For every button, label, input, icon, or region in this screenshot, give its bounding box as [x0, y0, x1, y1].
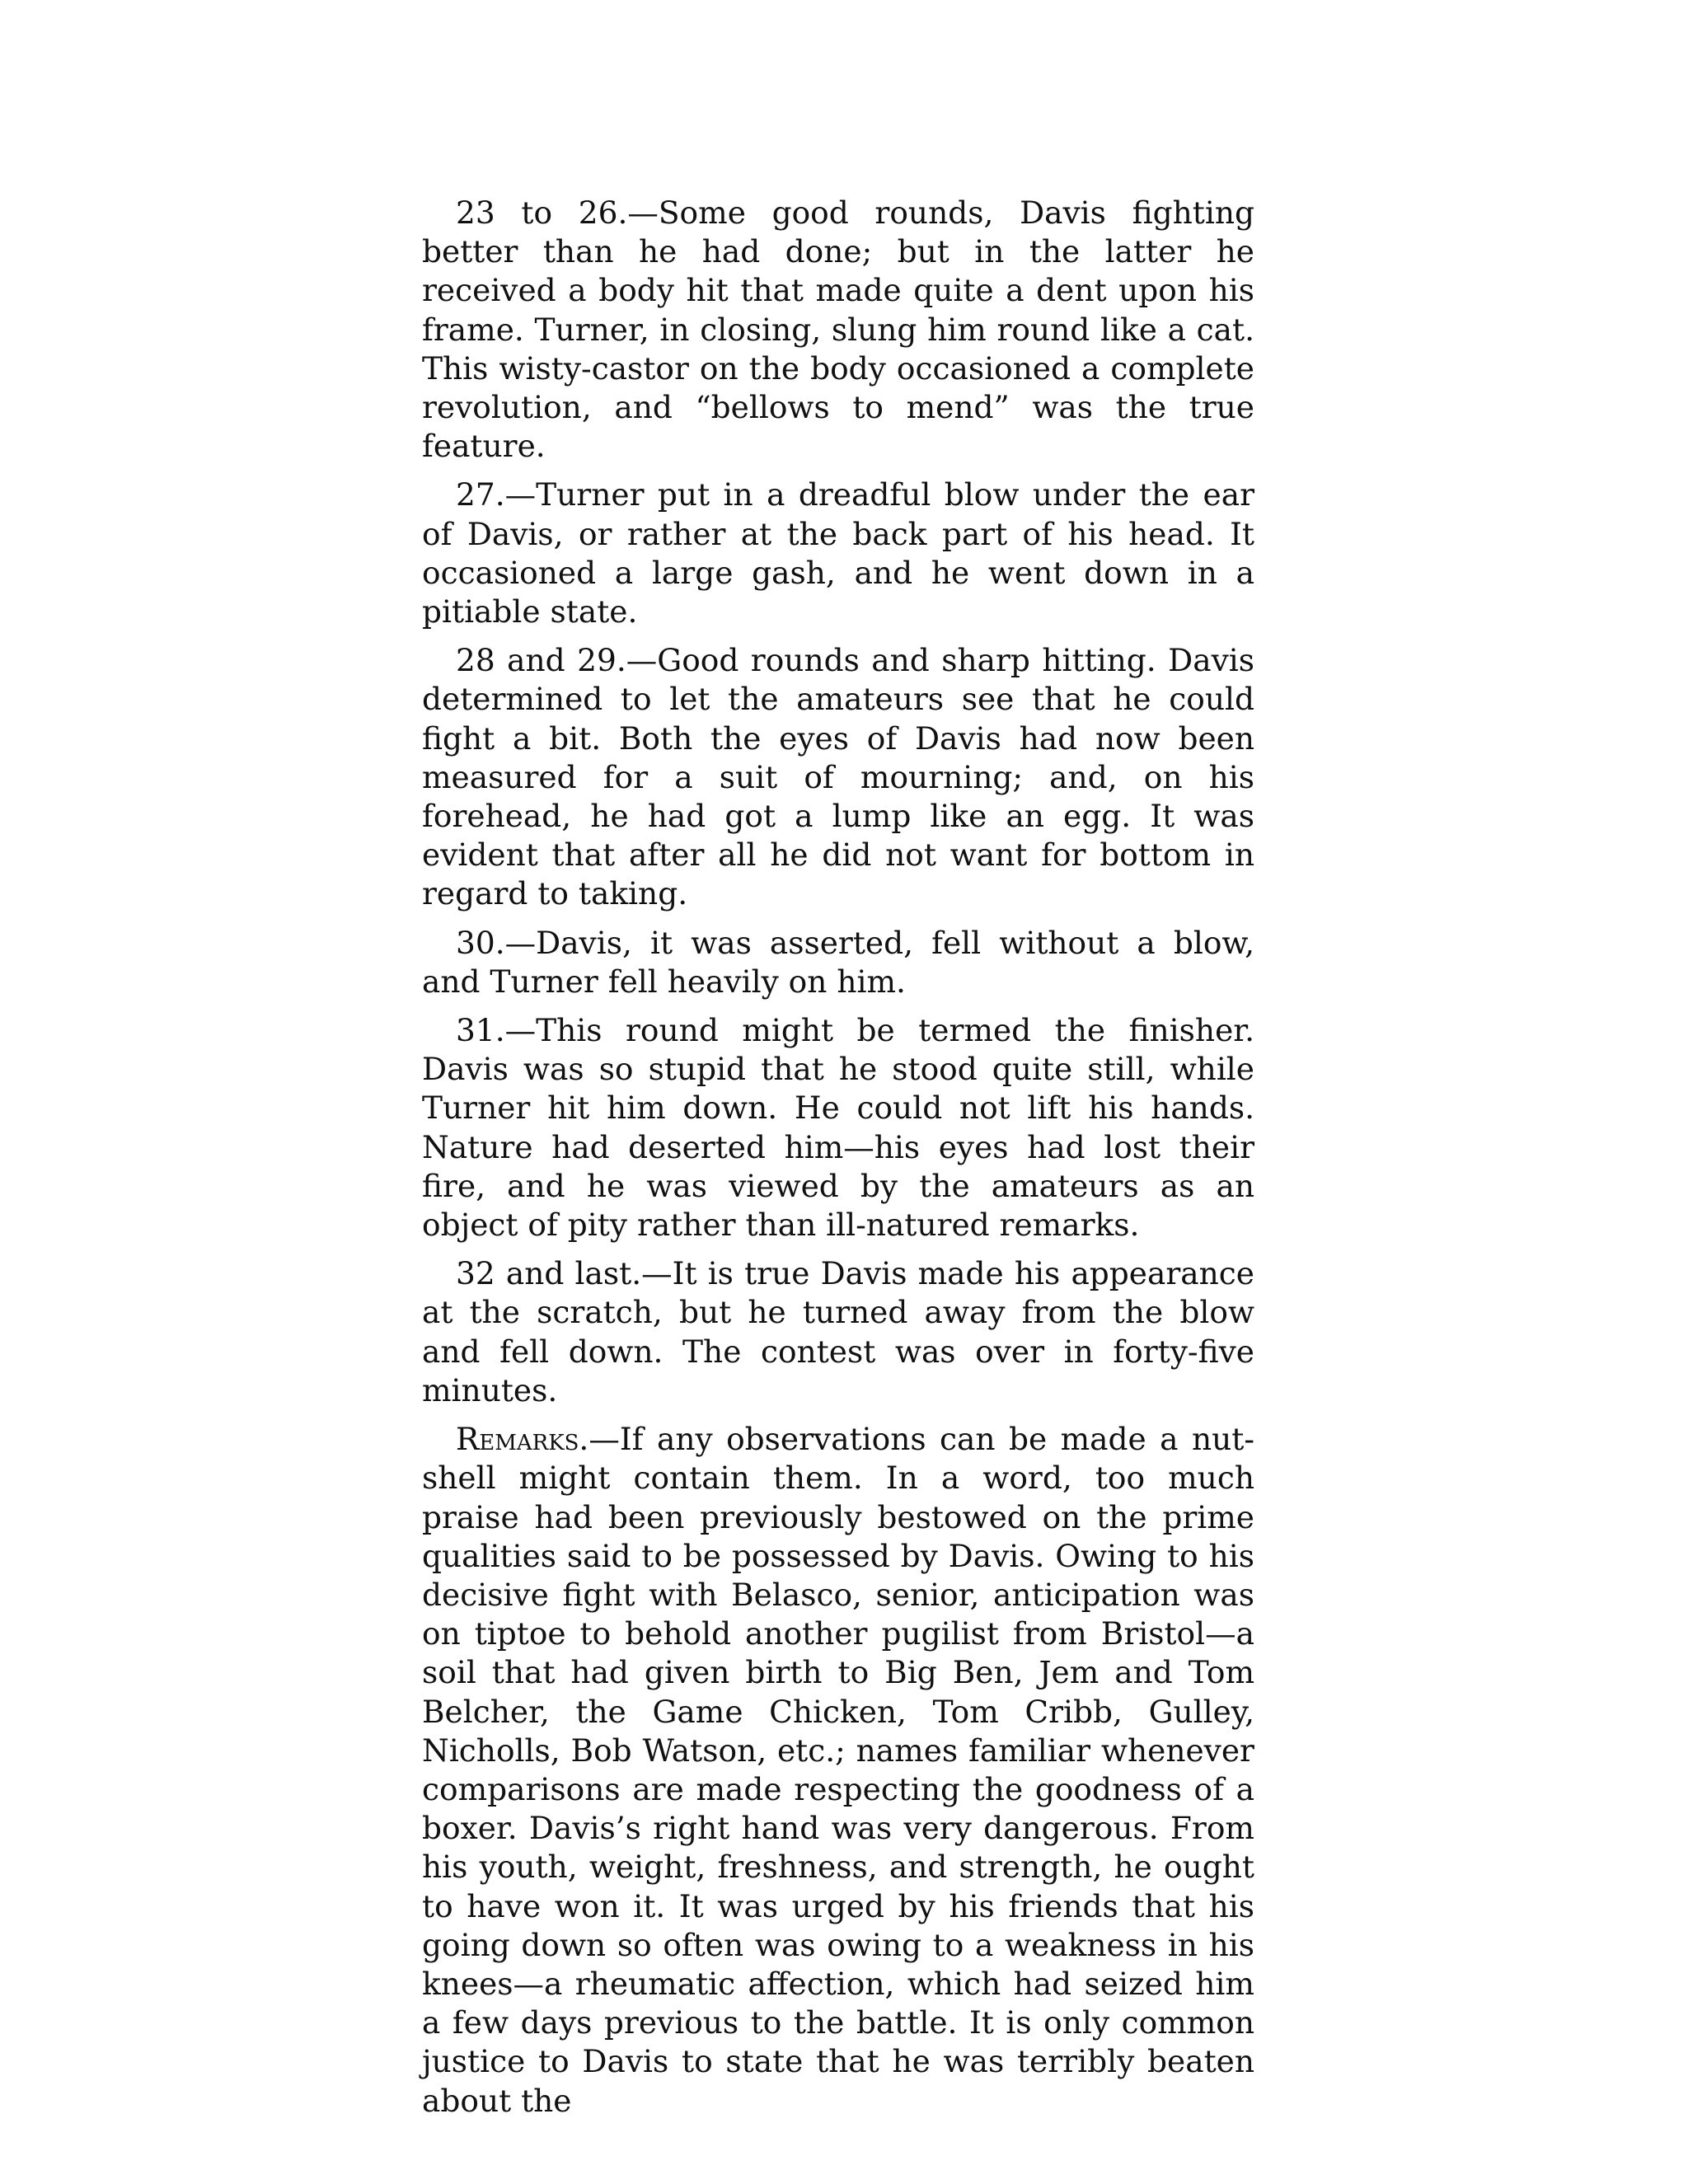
- paragraph-round-32: 32 and last.—It is true Davis made his appearance at the scratch, but he turned away from the blow and fell down. The contest was over in forty-five minutes.: [422, 1255, 1254, 1408]
- paragraph-rounds-23-26: 23 to 26.—Some good rounds, Davis fighting better than he had done; but in the latter he received a body hit that made quite a dent upon his frame. Turner, in closing, slung him round like a cat. This wisty-castor on the body occasioned a complete revolution, and “bellows to mend” was the true feature.: [422, 194, 1254, 465]
- paragraph-round-27: 27.—Turner put in a dreadful blow under the ear of Davis, or rather at the back part of his head. It occasioned a large gash, and he went down in a pitiable state.: [422, 476, 1254, 630]
- paragraph-round-31: 31.—This round might be termed the finisher. Davis was so stupid that he stood quite still, while Turner hit him down. He could not lift his hands. Nature had deserted him—his eyes had lost their fire, and he was viewed by the amateurs as an object of pity rather than ill-natured remarks.: [422, 1012, 1254, 1244]
- paragraph-round-30: 30.—Davis, it was asserted, fell without a blow, and Turner fell heavily on him.: [422, 924, 1254, 1000]
- remarks-text: —If any observations can be made a nut-shell might contain them. In a word, too much praise had been previously bestowed on the prime qualities said to be possessed by Davis. Owing to his decisive fight with Belasco, senior, anticipation was on tiptoe to behold another pugilist from Bristol—a soil that had given birth to Big Ben, Jem and Tom Belcher, the Game Chicken, Tom Cribb, Gulley, Nicholls, Bob Watson, etc.; names familiar whenever comparisons are made respecting the goodness of a boxer. Davis’s right hand was very dangerous. From his youth, weight, freshness, and strength, he ought to have won it. It was urged by his friends that his going down so often was owing to a weakness in his knees—a rheumatic affection, which had seized him a few days previous to the battle. It is only common justice to Davis to state that he was terribly beaten about the: [422, 1421, 1254, 2119]
- body-text: [422, 194, 1254, 2130]
- remarks-heading: Remarks.: [456, 1421, 589, 1458]
- paragraph-remarks: [422, 1420, 1254, 2121]
- paragraph-rounds-28-29: 28 and 29.—Good rounds and sharp hitting. Davis determined to let the amateurs see that he could fight a bit. Both the eyes of Davis had now been measured for a suit of mourning; and, on his forehead, he had got a lump like an egg. It was evident that after all he did not want for bottom in regard to taking.: [422, 642, 1254, 912]
